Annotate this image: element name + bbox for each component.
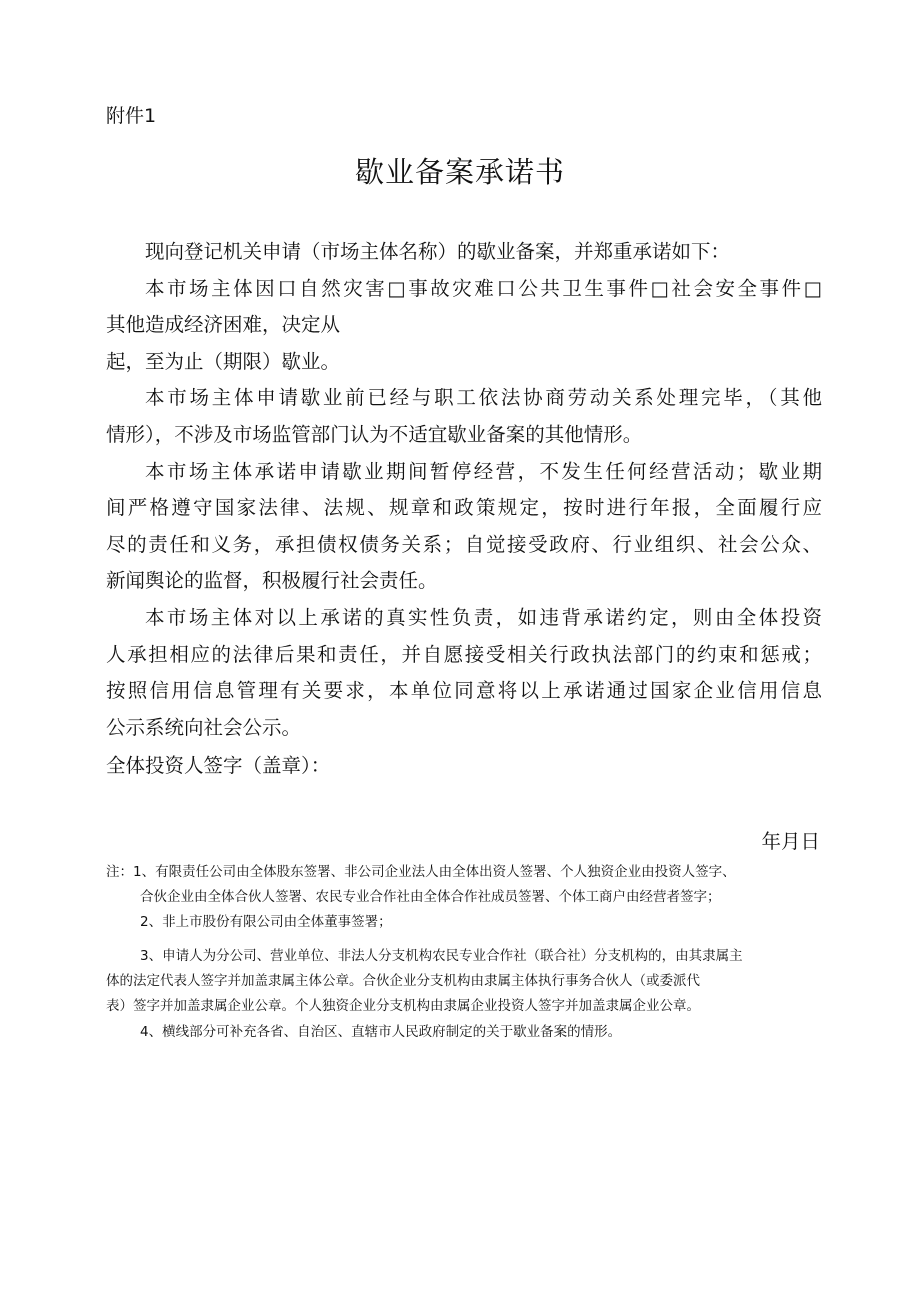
paragraph-line: 公示系统向社会公示。 — [106, 715, 302, 739]
note-line: 2、非上市股份有限公司由全体董事签署； — [140, 914, 392, 930]
paragraph-line: 尽的责任和义务，承担债权债务关系；自觉接受政府、行业组织、社会公众、 — [106, 532, 822, 556]
paragraph-line: 本市场主体对以上承诺的真实性负责，如违背承诺约定，则由全体投资 — [145, 605, 822, 629]
paragraph-line: 现向登记机关申请（市场主体名称）的歇业备案，并郑重承诺如下： — [145, 240, 731, 263]
date-label: 年月日 — [761, 830, 820, 853]
paragraph-line: 人承担相应的法律后果和责任，并自愿接受相关行政执法部门的约束和惩戒； — [106, 642, 822, 666]
note-line: 表）签字并加盖隶属企业公章。个人独资企业分支机构由隶属企业投资人签字并加盖隶属企业公章。 — [106, 998, 700, 1014]
commitment-body — [106, 234, 822, 746]
paragraph-line: 间严格遵守国家法律、法规、规章和政策规定，按时进行年报，全面履行应 — [106, 496, 822, 520]
note-line: 3、申请人为分公司、营业单位、非法人分支机构农民专业合作社（联合社）分支机构的，由其隶属主 — [140, 948, 743, 964]
attachment-label: 附件1 — [106, 105, 157, 127]
paragraph-line: 本市场主体因口自然灾害□事故灾难口公共卫生事件□社会安全事件□ — [145, 276, 822, 300]
notes-prefix: 注： — [106, 864, 133, 880]
paragraph-line: 本市场主体申请歇业前已经与职工依法协商劳动关系处理完毕，（其他 — [145, 386, 822, 410]
paragraph-line: 起，至为止（期限）歇业。 — [106, 349, 341, 373]
document-title: 歇业备案承诺书 — [354, 155, 565, 189]
paragraph-line: 其他造成经济困难，决定从 — [106, 313, 341, 337]
paragraph-line: 按照信用信息管理有关要求，本单位同意将以上承诺通过国家企业信用信息 — [106, 679, 822, 703]
note-line: 4、横线部分可补充各省、自治区、直辖市人民政府制定的关于歇业备案的情形。 — [140, 1024, 622, 1040]
paragraph-line: 新闻舆论的监督，积极履行社会责任。 — [106, 569, 438, 593]
notes-section — [106, 860, 826, 1046]
note-line — [106, 860, 826, 885]
paragraph-line: 情形），不涉及市场监管部门认为不适宜歇业备案的其他情形。 — [106, 422, 643, 446]
note-line: 体的法定代表人签字并加盖隶属主体公章。合伙企业分支机构由隶属主体执行事务合伙人（或委派代 — [106, 973, 700, 989]
signature-label: 全体投资人签字（盖章）： — [106, 754, 331, 777]
note-line: 合伙企业由全体合伙人签署、农民专业合作社由全体合作社成员签署、个体工商户由经营者签字； — [140, 889, 721, 905]
paragraph-line: 本市场主体承诺申请歇业期间暂停经营，不发生任何经营活动；歇业期 — [145, 459, 822, 483]
note-text: 1、有限责任公司由全体股东签署、非公司企业法人由全体出资人签署、个人独资企业由投资人签字、 — [133, 864, 736, 880]
